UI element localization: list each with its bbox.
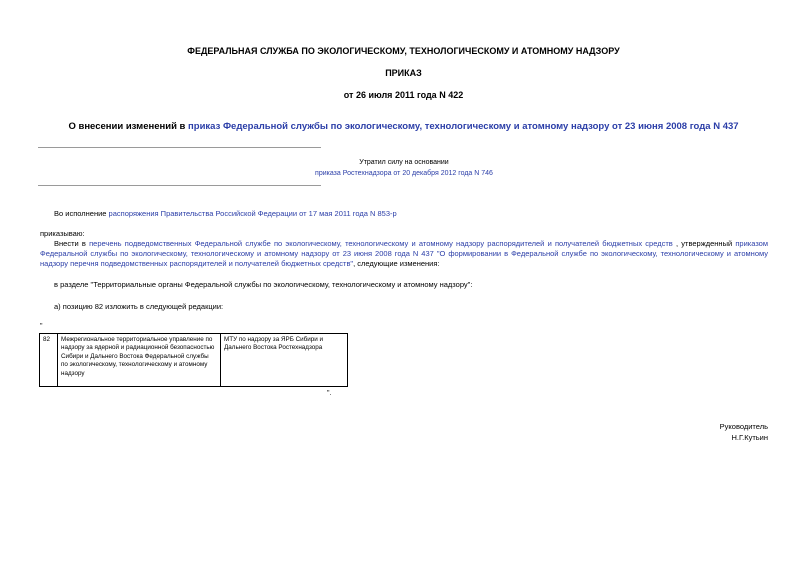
status-bottom-rule — [38, 185, 321, 186]
row-name-cell: Межрегиональное территориальное управление по надзору за ядерной и радиационной безопасностью Сибири и Дальнего Востока Федеральной службы по экологическому, технологическому и атомному надзору — [58, 334, 221, 387]
row-number-cell: 82 — [40, 334, 58, 387]
quote-close-mark: ". — [327, 390, 332, 397]
subject-link[interactable]: приказ Федеральной службы по экологическому, технологическому и атомному надзору от 23 июня 2008 года N 437 — [188, 121, 739, 132]
signatory-title: Руководитель — [719, 422, 768, 431]
replacement-table — [39, 333, 348, 387]
amend-mid: , утвержденный — [672, 239, 736, 248]
doc-type: ПРИКАЗ — [385, 68, 422, 78]
amend-link-list[interactable]: перечень подведомственных Федеральной службе по экологическому, технологическому и атомному надзору распорядителей и получателей бюджетных средств — [89, 239, 673, 248]
paragraph-section: в разделе "Территориальные органы Федеральной службы по экологическому, технологическому и атомному надзору": — [54, 280, 473, 289]
basis-prefix: Во исполнение — [54, 209, 109, 218]
quote-open-mark: " — [40, 323, 43, 330]
status-link[interactable]: приказа Ростехнадзора от 20 декабря 2012 года N 746 — [315, 170, 493, 177]
doc-subject — [0, 121, 807, 132]
paragraph-position: а) позицию 82 изложить в следующей редакции: — [54, 302, 224, 311]
paragraph-amend — [40, 239, 768, 269]
basis-link[interactable]: распоряжения Правительства Российской Федерации от 17 мая 2011 года N 853-р — [108, 209, 397, 218]
amend-suffix: , следующие изменения: — [353, 259, 440, 268]
paragraph-basis — [54, 209, 397, 219]
status-line: Утратил силу на основании — [359, 159, 449, 166]
doc-date: от 26 июля 2011 года N 422 — [343, 90, 464, 100]
paragraph-order: приказываю: — [40, 229, 85, 238]
amend-prefix: Внести в — [54, 239, 90, 248]
table-row — [40, 334, 348, 387]
subject-prefix: О внесении изменений в — [68, 121, 189, 132]
agency-title: ФЕДЕРАЛЬНАЯ СЛУЖБА ПО ЭКОЛОГИЧЕСКОМУ, ТЕХНОЛОГИЧЕСКОМУ И АТОМНОМУ НАДЗОРУ — [187, 46, 620, 56]
signatory-name: Н.Г.Кутьин — [731, 433, 768, 442]
amend-link-order[interactable]: приказом Федеральной службы по экологическому, технологическому и атомному надзору от 23 июня 2008 года N 437 "О формировании в Федеральной службе по экологическому, технологическому и атомному надзору перечня подведомственных распорядителей и получателей бюджетных средств" — [40, 239, 768, 268]
row-short-name-cell: МТУ по надзору за ЯРБ Сибири и Дальнего Востока Ростехнадзора — [221, 334, 348, 387]
status-top-rule — [38, 147, 321, 148]
